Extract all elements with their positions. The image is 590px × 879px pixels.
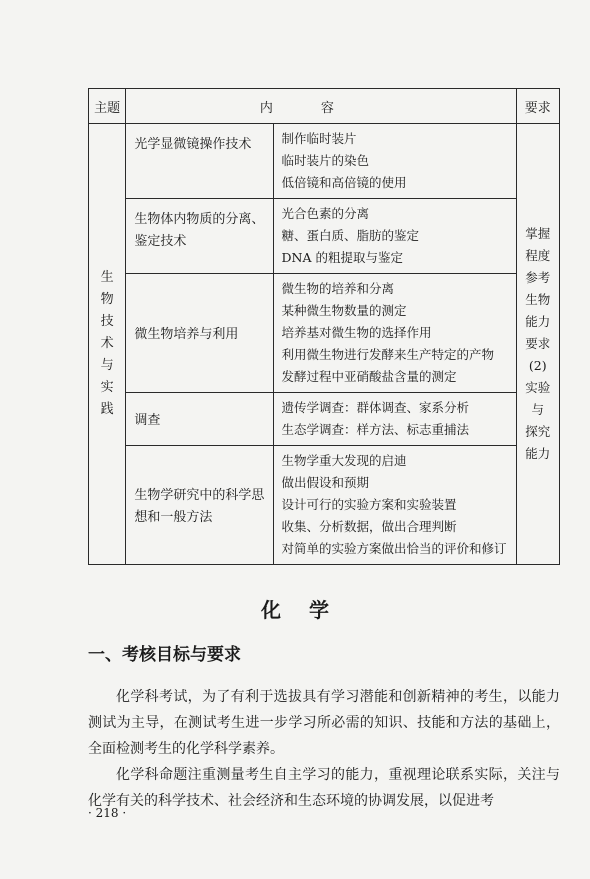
content-item: 微生物的培养和分离 bbox=[281, 281, 395, 296]
subtopic-cell: 调查 bbox=[126, 393, 273, 446]
topic-char: 术 bbox=[100, 336, 114, 351]
requirement-text: 掌握 bbox=[525, 226, 551, 241]
topic-cell bbox=[89, 124, 126, 565]
requirement-text: 实验 bbox=[525, 380, 551, 395]
section-heading: 一、考核目标与要求 bbox=[88, 645, 241, 665]
header-requirement: 要求 bbox=[516, 89, 559, 124]
page-number: · 218 · bbox=[88, 806, 127, 820]
requirement-text: 生物 bbox=[525, 292, 551, 307]
subtopic-cell: 生物体内物质的分离、鉴定技术 bbox=[126, 199, 273, 274]
requirement-text: 与 bbox=[531, 402, 545, 417]
topic-char: 生 bbox=[100, 270, 114, 285]
requirement-text: 能力 bbox=[525, 446, 551, 461]
content-item: 利用微生物进行发酵来生产特定的产物 bbox=[281, 347, 495, 362]
table-row bbox=[89, 446, 560, 565]
content-item: 生物学重大发现的启迪 bbox=[281, 453, 407, 468]
topic-char: 实 bbox=[100, 380, 114, 395]
content-item: 做出假设和预期 bbox=[281, 475, 370, 490]
paragraph-1: 化学科考试，为了有利于选拔具有学习潜能和创新精神的考生，以能力测试为主导，在测试考生进一步学习所必需的知识、技能和方法的基础上，全面检测考生的化学科学素养。 bbox=[88, 689, 560, 757]
requirements-table bbox=[88, 88, 560, 565]
topic-char: 技 bbox=[100, 314, 114, 329]
content-item: 光合色素的分离 bbox=[281, 206, 370, 221]
content-item: 发酵过程中亚硝酸盐含量的测定 bbox=[281, 369, 457, 384]
requirement-text: 程度 bbox=[525, 248, 551, 263]
topic-char: 践 bbox=[100, 402, 114, 417]
content-item: 生态学调查：样方法、标志重捕法 bbox=[281, 422, 470, 437]
content-item: 制作临时装片 bbox=[281, 131, 357, 146]
items-cell bbox=[273, 124, 516, 199]
requirement-text: 探究 bbox=[525, 424, 551, 439]
items-cell bbox=[273, 446, 516, 565]
content-item: 遗传学调查：群体调查、家系分析 bbox=[281, 400, 470, 415]
content-item: 设计可行的实验方案和实验装置 bbox=[281, 497, 457, 512]
subtopic-cell: 生物学研究中的科学思想和一般方法 bbox=[126, 446, 273, 565]
table-row bbox=[89, 199, 560, 274]
header-content: 内容 bbox=[126, 89, 516, 124]
topic-char: 与 bbox=[100, 358, 114, 373]
requirement-text: (2) bbox=[528, 358, 547, 373]
table-row bbox=[89, 124, 560, 199]
subtopic-cell: 光学显微镜操作技术 bbox=[126, 124, 273, 199]
items-cell bbox=[273, 393, 516, 446]
content-item: 收集、分析数据，做出合理判断 bbox=[281, 519, 457, 534]
paragraph-2: 化学科命题注重测量考生自主学习的能力，重视理论联系实际，关注与化学有关的科学技术、社会经济和生态环境的协调发展，以促进考 bbox=[88, 767, 560, 809]
content-item: 糖、蛋白质、脂肪的鉴定 bbox=[281, 228, 420, 243]
items-cell bbox=[273, 274, 516, 393]
subtopic-cell: 微生物培养与利用 bbox=[126, 274, 273, 393]
items-cell bbox=[273, 199, 516, 274]
content-item: 对简单的实验方案做出恰当的评价和修订 bbox=[281, 541, 507, 556]
content-item: 培养基对微生物的选择作用 bbox=[281, 325, 432, 340]
requirement-text: 能力 bbox=[525, 314, 551, 329]
chemistry-title: 化学 bbox=[261, 598, 357, 622]
topic-vertical-text bbox=[100, 267, 114, 421]
header-topic: 主题 bbox=[89, 89, 126, 124]
requirement-text: 要求 bbox=[525, 336, 551, 351]
content-item: DNA 的粗提取与鉴定 bbox=[281, 250, 403, 265]
requirement-text: 参考 bbox=[525, 270, 551, 285]
requirement-cell bbox=[516, 124, 559, 565]
table-row bbox=[89, 274, 560, 393]
content-item: 某种微生物数量的测定 bbox=[281, 303, 407, 318]
table-header-row bbox=[89, 89, 560, 124]
content-item: 低倍镜和高倍镜的使用 bbox=[281, 175, 407, 190]
content-item: 临时装片的染色 bbox=[281, 153, 370, 168]
table-row bbox=[89, 393, 560, 446]
topic-char: 物 bbox=[100, 292, 114, 307]
